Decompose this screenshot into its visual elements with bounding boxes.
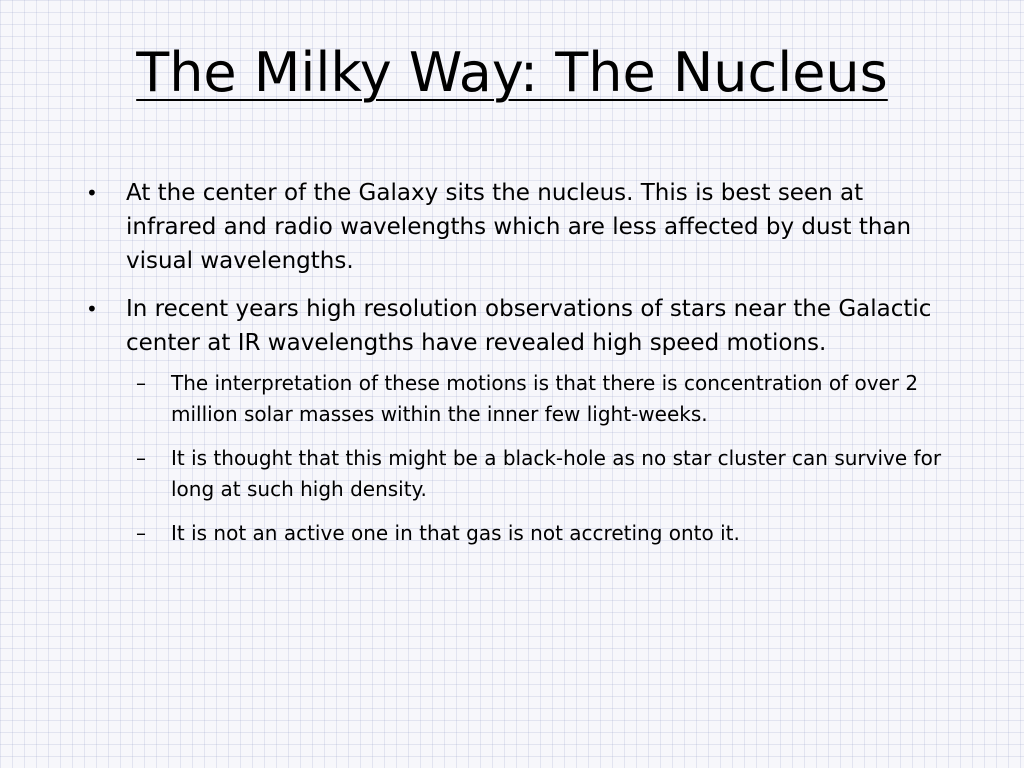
bullet-item bbox=[86, 176, 942, 278]
sub-bullet-text: The interpretation of these motions is that there is concentration of over 2 million solar masses within the inner few light-weeks. bbox=[171, 371, 919, 426]
bullet-text: In recent years high resolution observations of stars near the Galactic center at IR wavelengths have revealed high speed motions. bbox=[126, 296, 932, 356]
bullet-marker: • bbox=[86, 297, 98, 321]
sub-bullet-marker: – bbox=[136, 371, 146, 395]
slide-title: The Milky Way: The Nucleus bbox=[136, 41, 888, 104]
bullet-text: At the center of the Galaxy sits the nucleus. This is best seen at infrared and radio wavelengths which are less affected by dust than visual wavelengths. bbox=[126, 180, 912, 274]
sub-bullet-text: It is thought that this might be a black-hole as no star cluster can survive for long at such high density. bbox=[171, 446, 942, 501]
bullet-marker: • bbox=[86, 181, 98, 205]
bullet-item bbox=[86, 292, 942, 360]
sub-bullet-item bbox=[86, 518, 942, 549]
sub-bullet-item bbox=[86, 368, 942, 430]
sub-bullet-marker: – bbox=[136, 446, 146, 470]
sub-bullet-list bbox=[86, 368, 942, 549]
sub-bullet-item bbox=[86, 443, 942, 505]
sub-bullet-text: It is not an active one in that gas is not accreting onto it. bbox=[171, 521, 740, 545]
slide-body bbox=[86, 176, 942, 562]
sub-bullet-marker: – bbox=[136, 521, 146, 545]
